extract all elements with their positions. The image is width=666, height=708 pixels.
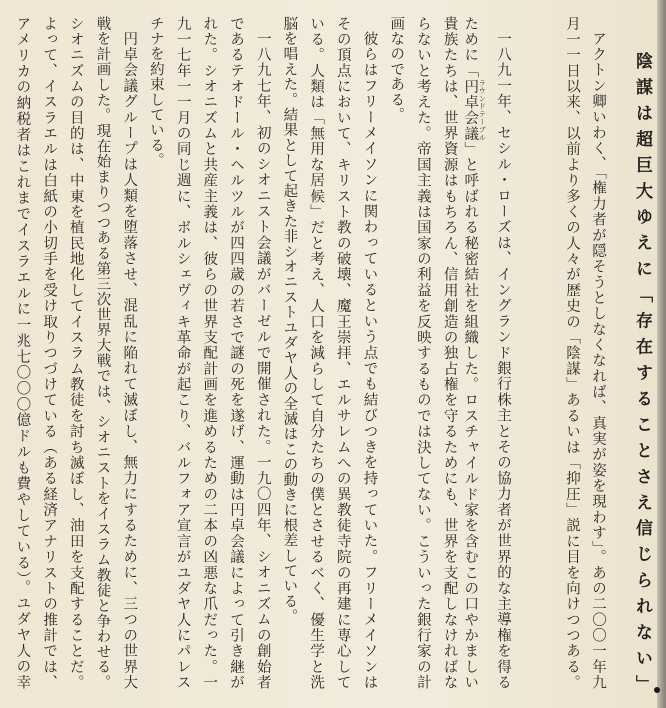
body-line: 戦を計画した。現在始まりつつある第三次世界大戦では、シオニストをイスラム教徒と争わせる。 <box>94 16 111 690</box>
body-line: アメリカの納税者はこれまでイスラエルに一兆七〇〇〇億ドルも費やしている）。ユダヤ人の幸 <box>14 16 31 690</box>
page-gutter-shadow <box>657 0 666 708</box>
body-line <box>462 16 487 690</box>
body-line: 九一七年一一月の同じ週に、ボルシェヴィキ革命が起こり、バルフォア宣言がユダヤ人にパレス <box>174 16 191 690</box>
body-line: 一八九七年、初のシオニスト会議がバーゼルで開催された。一九〇四年、シオニズムの創始者 <box>254 31 271 690</box>
body-line: 一八九一年、セシル・ローズは、イングランド銀行株主とその協力者が世界的な主導権を得る <box>495 31 511 690</box>
section-heading: 陰謀は超巨大ゆえに「存在することさえ信じられない」 <box>632 52 652 694</box>
body-line: れた。シオニズムと共産主義は、彼らの世界支配計画を進めるための二本の凶悪な爪だった。一 <box>201 16 218 690</box>
body-line: チナを約束している。 <box>147 16 164 168</box>
body-line: シオニズムの目的は、中東を植民地化してイスラム教徒を討ち滅ぼし、油田を支配することだ。 <box>67 16 84 690</box>
body-line: であるテオドール・ヘルツルが四四歳の若さで謎の死を遂げ、運動は円卓会議によって引き継が <box>228 16 244 690</box>
body-line: いる。人類は「無用な居候」だと考え、人口を減らして自分たちの僕とさせるべく、優生学と洗 <box>308 16 325 690</box>
ruby-annotation: ラウンドテーブル <box>478 78 487 142</box>
body-line: 円卓会議グループは人類を堕落させ、混乱に陥れて滅ぼし、無力にするために、三つの世界大 <box>121 31 138 690</box>
ruby-term <box>462 78 487 142</box>
body-line: よって、イスラエルは白紙の小切手を受け取りつづけている（ある経済アナリストの推計では、 <box>41 16 58 690</box>
ruby-base: 円卓会議 <box>462 78 479 142</box>
margin-dot <box>654 687 660 693</box>
body-line-segment: 」と呼ばれる秘密結社を組織した。ロスチャイルド家を含むこの口やかましい <box>462 141 479 690</box>
intro-line: アクトン卿いわく、「権力者が隠そうとしなくなれば、真実が姿を現わす」。あの二〇〇一年九 <box>590 31 606 690</box>
intro-line: 月一一日以来、以前より多くの人々が歴史の「陰謀」あるいは「抑圧」説に目を向けつつある。 <box>564 16 580 690</box>
body-line: 脳を唱えた。結果として起きた非シオニストユダヤ人の全滅はこの動きに根差している。 <box>281 16 298 624</box>
body-line: 画なのである。 <box>388 16 405 123</box>
body-line-segment: ために「 <box>462 16 479 79</box>
body-line: 貴族たちは、世界資源はもちろん、信用創造の独占権を守るためにも、世界を支配しなければな <box>441 16 458 690</box>
body-line: その頂点において、キリスト教の破壊、魔王崇拝、エルサレムへの異教徒寺院の再建に専心して <box>334 16 351 690</box>
body-line: 彼らはフリーメイソンに関わっているという点でも結びつきを持っていた。フリーメイソンは <box>361 31 378 690</box>
body-line: らないと考えた。帝国主義は国家の利益を反映するものでは決してない。こういった銀行家の計 <box>414 16 431 690</box>
